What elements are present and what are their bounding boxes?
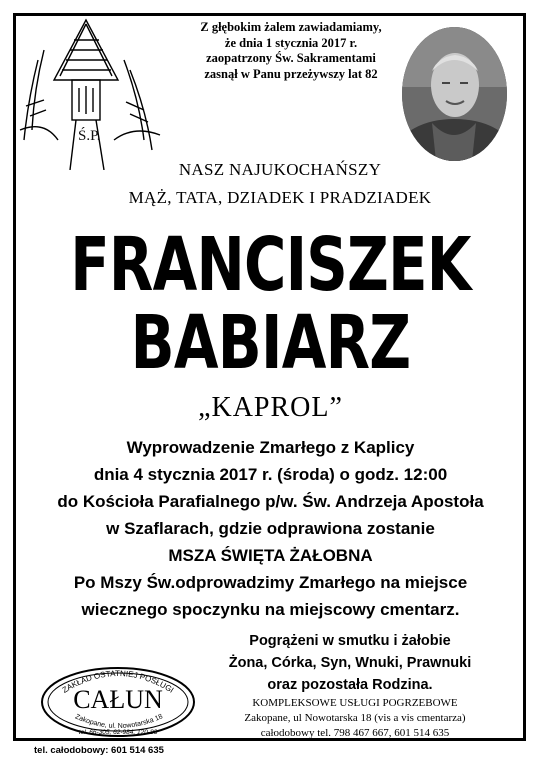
ceremony-details bbox=[30, 434, 511, 623]
funeral-services bbox=[205, 696, 505, 741]
logo-address: Zakopane, ul. Nowotarska 18 bbox=[73, 713, 164, 731]
services-line-3: całodobowy tel. 798 467 667, 601 514 635 bbox=[260, 727, 450, 739]
ceremony-line-1: Wyprowadzenie Zmarłego z Kaplicy bbox=[126, 438, 415, 457]
ceremony-line-7: wiecznego spoczynku na miejscowy cmentarz. bbox=[81, 600, 460, 619]
ceremony-line-6: Po Mszy Św.odprowadzimy Zmarłego na miejsce bbox=[73, 573, 468, 592]
deceased-last-name: BABIARZ bbox=[130, 300, 411, 386]
family-line-1: Pogrążeni w smutku i żałobie bbox=[249, 633, 451, 649]
nickname: „KAPROL” bbox=[198, 392, 343, 423]
footer-phone: tel. całodobowy: 601 514 635 bbox=[34, 745, 164, 756]
logo-brand: CAŁUN bbox=[73, 685, 163, 714]
sp-label: Ś.P. bbox=[78, 128, 101, 144]
services-line-1: KOMPLEKSOWE USŁUGI POGRZEBOWE bbox=[252, 697, 458, 709]
ceremony-line-2: dnia 4 stycznia 2017 r. (środa) o godz. 12:00 bbox=[93, 465, 448, 484]
ceremony-line-5: MSZA ŚWIĘTA ŻAŁOBNA bbox=[168, 546, 373, 565]
ceremony-line-3: do Kościoła Parafialnego p/w. Św. Andrzeja Apostoła bbox=[57, 492, 484, 511]
family-line-2: Żona, Córka, Syn, Wnuki, Prawnuki bbox=[228, 655, 472, 671]
family-signature bbox=[200, 630, 500, 696]
logo-phones: tel. 66-305, 62-984, 120-83 bbox=[78, 729, 158, 736]
ceremony-line-4: w Szaflarach, gdzie odprawiona zostanie bbox=[106, 519, 435, 538]
notice-line-2: że dnia 1 stycznia 2017 r. bbox=[224, 35, 358, 50]
deceased-first-name: FRANCISZEK bbox=[70, 222, 471, 308]
death-notice bbox=[196, 20, 386, 82]
relation-line-2: MĄŻ, TATA, DZIADEK I PRADZIADEK bbox=[128, 188, 432, 207]
caluns-funeral-home-logo bbox=[38, 658, 198, 738]
notice-line-3: zaopatrzony Św. Sakramentami bbox=[206, 51, 376, 65]
relation-line-1: NASZ NAJUKOCHAŃSZY bbox=[178, 160, 382, 179]
notice-line-4: zasnął w Panu przeżywszy lat 82 bbox=[204, 66, 378, 81]
logo-arc-text: ZAKŁAD OSTATNIEJ POSŁUGI bbox=[60, 668, 176, 695]
family-line-3: oraz pozostała Rodzina. bbox=[267, 677, 433, 693]
services-line-2: Zakopane, ul Nowotarska 18 (vis a vis cmentarza) bbox=[244, 712, 466, 724]
notice-line-1: Z głębokim żalem zawiadamiamy, bbox=[200, 20, 382, 34]
portrait-photo bbox=[402, 27, 507, 161]
wayside-shrine-illustration bbox=[14, 10, 164, 170]
